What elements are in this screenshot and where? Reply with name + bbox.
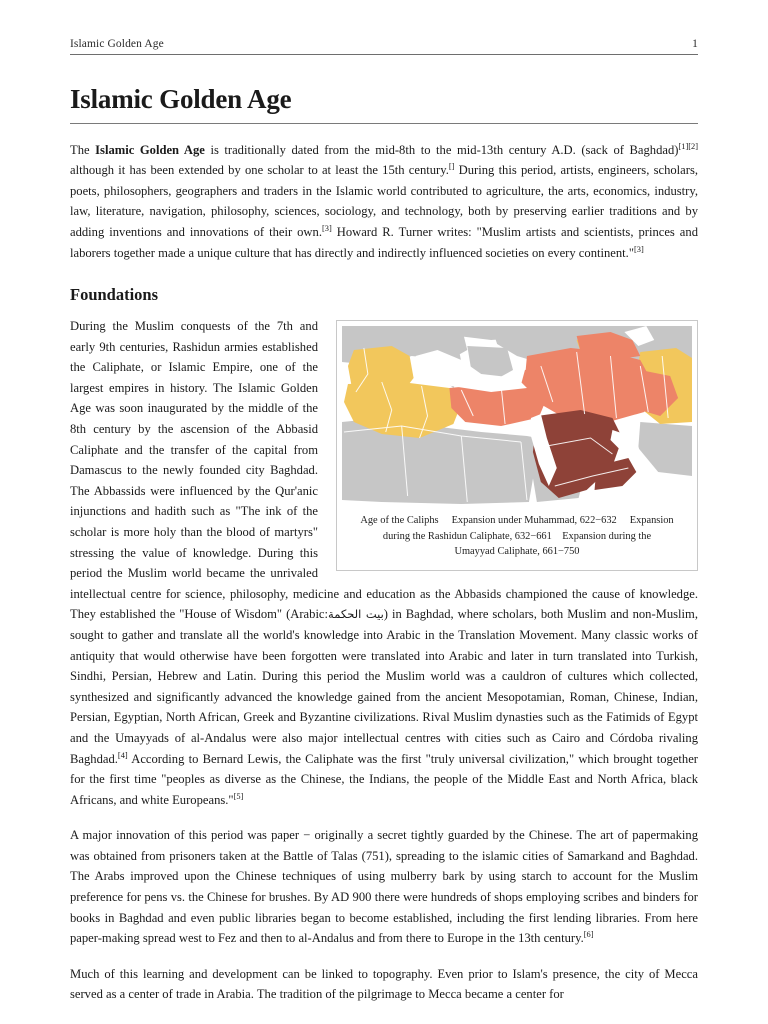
citation-ref-3[interactable]: [3] xyxy=(321,223,332,233)
foundations-text-b: ) in Baghdad, where scholars, both Muslim and non-Muslim, sought to gather and translate all the world's knowledge into Arabic in the Translation Movement. Many classic works of antiquity that would otherwise have been forgotten were translated into Arabic and later in turn translated into Turkish, Sindhi, Persian, Hebrew and Latin. During this period the Muslim world was a cauldron of cultures which collected, synthesized and significantly advanced the knowledge gained from the ancient Mesopotamian, Roman, Chinese, Indian, Persian, Egyptian, North African, Greek and Byzantine civilizations. Rival Muslim dynasties such as the Fatimids of Egypt and the Umayyads of al-Andalus were also major intellectual centres with cities such as Cairo and Córdoba rivaling Baghdad. xyxy=(70,607,698,766)
citation-ref-empty[interactable]: [] xyxy=(448,162,455,172)
intro-text-e: During this period, artists, engineers, scholars, poets, philosophers, geographers and traders in the Islamic world contributed to agriculture, the arts, economics, industry, law, literature, navigation, philosophy, sciences, sociology, and technology, both by preserving earlier traditions and by adding inventions and innovations of their own. xyxy=(70,163,698,240)
intro-text-c: is traditionally dated from the mid-8th to the mid-13th century A.D. (sack of Baghdad) xyxy=(204,142,679,157)
foundations-paragraph-3: Much of this learning and development can be linked to topography. Even prior to Islam's presence, the city of Mecca served as a center of trade in Arabia. The tradition of the pilgrimage to Mecca became a center for xyxy=(70,966,698,1002)
page-number: 1 xyxy=(692,38,698,50)
section-heading-foundations: Foundations xyxy=(70,285,159,305)
citation-ref-1[interactable]: [1] xyxy=(678,141,689,151)
caliphate-expansion-map-svg xyxy=(342,326,692,507)
title-divider xyxy=(70,123,698,124)
citation-ref-3b[interactable]: [3] xyxy=(633,244,644,254)
intro-text-a: The xyxy=(70,142,96,157)
paper-text-a: A major innovation of this period was paper − originally a secret tightly guarded by the Chinese. The art of papermaking was obtained from prisoners taken at the Battle of Talas (751), spreading to the islamic cities of Samarkand and Baghdad. The Arabs improved upon the Chinese techniques of using mulberry bark by using starch to account for the Muslim preference for pens vs. the Chinese for brushes. By AD 900 there were hundreds of shops employing scribes and binders for books in Baghdad and even public libraries began to become established, including the first lending libraries. From here paper-making spread west to Fez and then to al-Andalus and from there to Europe in the 13th century. xyxy=(70,828,698,946)
foundations-paragraph-2 xyxy=(70,825,698,949)
header-divider xyxy=(70,54,698,55)
foundations-text-a: During the Muslim conquests of the 7th and early 9th centuries, Rashidun armies established the Caliphate, or Islamic Empire, one of the largest empires in history. The Islamic Golden Age was soon inaugurated by the middle of the 8th century by the ascension of the Abbasid Caliphate and the transfer of the capital from Damascus to the newly founded city Baghdad. The Abbassids were influenced by the Qur'anic injunctions and hadith such as "The ink of the scholar is more holy than the blood of martyrs" stressing the value of knowledge. During this period the Muslim world became the unrivaled intellectual centre for science, philosophy, medicine and education as the Abbasids championed the cause of knowledge. They established the "House of Wisdom" (Arabic: xyxy=(70,319,698,622)
arabic-term-house-of-wisdom: بيت الحكمة xyxy=(328,607,384,622)
map-legend-label-rashidun-b: during the Rashidun Caliphate, 632−661 xyxy=(382,530,552,542)
foundations-text-c: According to Bernard Lewis, the Caliphate was the first "truly universal civilization," which brought together for the first time "peoples as diverse as the Chinese, the Indians, the people of the Middle East and North Africa, black Africans, and white Europeans." xyxy=(70,751,698,807)
running-header xyxy=(70,38,698,54)
intro-paragraph xyxy=(70,140,698,264)
intro-term-bold: Islamic Golden Age xyxy=(95,142,205,157)
map-legend-label-umayyad-b: Umayyad Caliphate, 661−750 xyxy=(454,546,580,558)
intro-text-d: although it has been extended by one scholar to at least the 15th century. xyxy=(70,163,449,178)
map-figure xyxy=(336,320,698,571)
intro-text-f: Howard R. Turner writes: "Muslim artists and scientists, princes and laborers together made a unique culture that has directly and indirectly influenced societies on every continent." xyxy=(70,225,698,260)
map-image xyxy=(342,326,692,507)
citation-ref-5[interactable]: [5] xyxy=(233,791,244,801)
map-caption-title: Age of the Caliphs xyxy=(360,515,439,527)
running-header-title: Islamic Golden Age xyxy=(70,38,164,50)
map-legend-label-umayyad-a: Expansion during the xyxy=(562,530,652,542)
map-legend-label-rashidun-a: Expansion xyxy=(629,515,674,527)
map-caption xyxy=(342,507,692,568)
citation-ref-2[interactable]: [2] xyxy=(688,141,699,151)
map-legend-label-muhammad: Expansion under Muhammad, 622−632 xyxy=(451,515,617,527)
citation-ref-4[interactable]: [4] xyxy=(117,750,128,760)
page-title: Islamic Golden Age xyxy=(70,84,292,114)
citation-ref-6[interactable]: [6] xyxy=(583,930,594,940)
